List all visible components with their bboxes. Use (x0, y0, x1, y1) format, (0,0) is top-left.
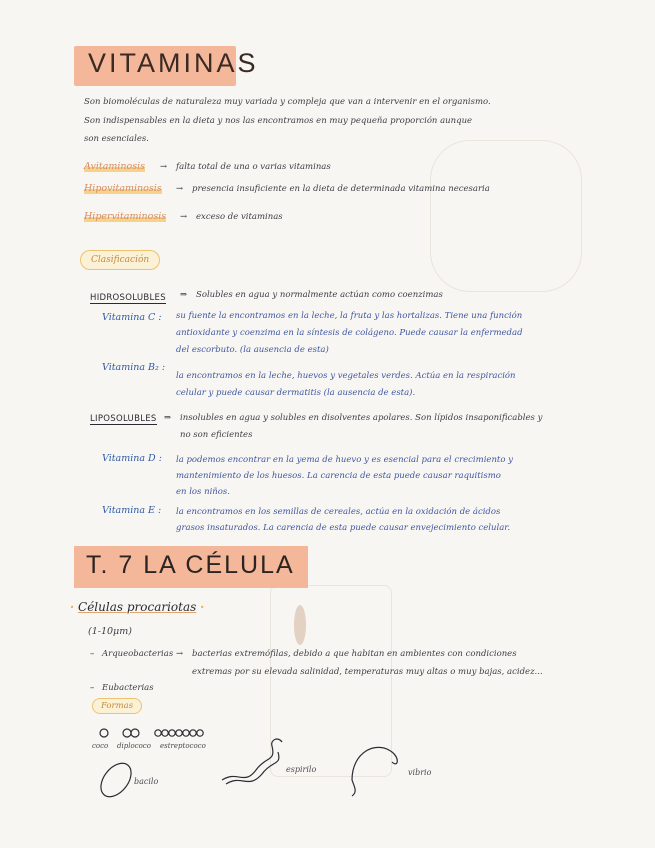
procariotas-title-text: Células procariotas (78, 600, 197, 614)
page-title: VITAMINAS (88, 48, 259, 78)
vitamin-d-line: la podemos encontrar en la yema de huevo y es esencial para el crecimiento y (176, 455, 513, 465)
term-hipervitaminosis: Hipervitaminosis (84, 211, 167, 222)
arrow-icon: → (160, 162, 168, 172)
arqueo-line: extremas por su elevada salinidad, temperaturas muy altas o muy bajas, acidez... (192, 667, 543, 677)
intro-line: son esenciales. (84, 134, 149, 144)
double-arrow-icon: ⇒ (164, 413, 172, 423)
vitamin-b2-label: Vitamina B₂ : (102, 362, 166, 373)
shape-label: bacilo (134, 777, 159, 786)
vitamin-c-label: Vitamina C : (102, 312, 162, 323)
vitamin-d-label: Vitamina D : (102, 453, 162, 464)
hidrosolubles-label: HIDROSOLUBLES (90, 293, 166, 303)
eubacterias-label: Eubacterias (102, 683, 154, 693)
clasificacion-badge: Clasificación (80, 250, 160, 270)
bacilo-shape-icon (95, 758, 137, 803)
vitamin-c-line: del escorbuto. (la ausencia de esta) (176, 345, 329, 355)
estreptococo-shape-icon (155, 730, 203, 736)
vitamin-b2-line: la encontramos en la leche, huevos y vegetales verdes. Actúa en la respiración (176, 371, 516, 381)
definition-text: exceso de vitaminas (196, 212, 283, 222)
shape-label: vibrio (408, 768, 432, 777)
vitamin-e-label: Vitamina E : (102, 505, 162, 516)
espirilo-shape-icon (222, 739, 282, 780)
definition-text: presencia insuficiente en la dieta de determinada vitamina necesaria (192, 184, 490, 194)
arqueo-line: bacterias extremófilas, debido a que habitan en ambientes con condiciones (192, 649, 517, 659)
vitamin-d-line: en los niños. (176, 487, 230, 497)
diplococo-shape-icon (123, 729, 131, 737)
liposolubles-text: no son eficientes (180, 430, 253, 440)
shape-label: diplococo (117, 742, 151, 750)
vitamin-b2-line: celular y puede causar dermatitis (la ausencia de esta). (176, 388, 416, 398)
stain-mark (294, 605, 306, 645)
section-title: T. 7 LA CÉLULA (86, 551, 295, 579)
vitamin-d-line: mantenimiento de los huesos. La carencia de esta puede causar raquitismo (176, 471, 501, 481)
liposolubles-text: insolubles en agua y solubles en disolventes apolares. Son lípidos insaponificables y (180, 413, 543, 423)
vibrio-shape-icon (352, 747, 397, 780)
term-avitaminosis: Avitaminosis (84, 161, 146, 172)
procariotas-size: (1-10μm) (88, 626, 132, 637)
intro-line: Son biomoléculas de naturaleza muy variada y compleja que van a intervenir en el organismo. (84, 97, 491, 107)
formas-badge: Formas (92, 698, 142, 714)
bullet-dot-icon: · (200, 600, 205, 614)
vitamin-e-line: grasos insaturados. La carencia de esta puede causar envejecimiento celular. (176, 523, 511, 533)
double-arrow-icon: ⇒ (180, 290, 188, 300)
hidrosolubles-text: Solubles en agua y normalmente actúan como coenzimas (196, 290, 443, 300)
vitamin-e-line: la encontramos en los semillas de cereales, actúa en la oxidación de ácidos (176, 507, 501, 517)
shape-label: coco (92, 742, 109, 750)
intro-line: Son indispensables en la dieta y nos las encontramos en muy pequeña proporción aunque (84, 116, 473, 126)
term-hipovitaminosis: Hipovitaminosis (84, 183, 162, 194)
arrow-icon: → (176, 649, 184, 659)
bullet-dot-icon: · (70, 600, 75, 614)
vitamin-c-line: antioxidante y coenzima en la síntesis de colágeno. Puede causar la enfermedad (176, 328, 523, 338)
vitamin-c-line: su fuente la encontramos en la leche, la fruta y las hortalizas. Tiene una función (176, 311, 523, 321)
shape-label: estreptococo (160, 742, 206, 750)
arqueo-label: Arqueobacterias (102, 649, 174, 659)
definition-text: falta total de una o varias vitaminas (176, 162, 331, 172)
liposolubles-label: LIPOSOLUBLES (90, 414, 157, 424)
bullet-dash: – (90, 649, 95, 659)
arrow-icon: → (176, 184, 184, 194)
bullet-dash: – (90, 683, 95, 693)
shape-label: espirilo (286, 765, 317, 774)
arrow-icon: → (180, 212, 188, 222)
coco-shape-icon (100, 729, 108, 737)
